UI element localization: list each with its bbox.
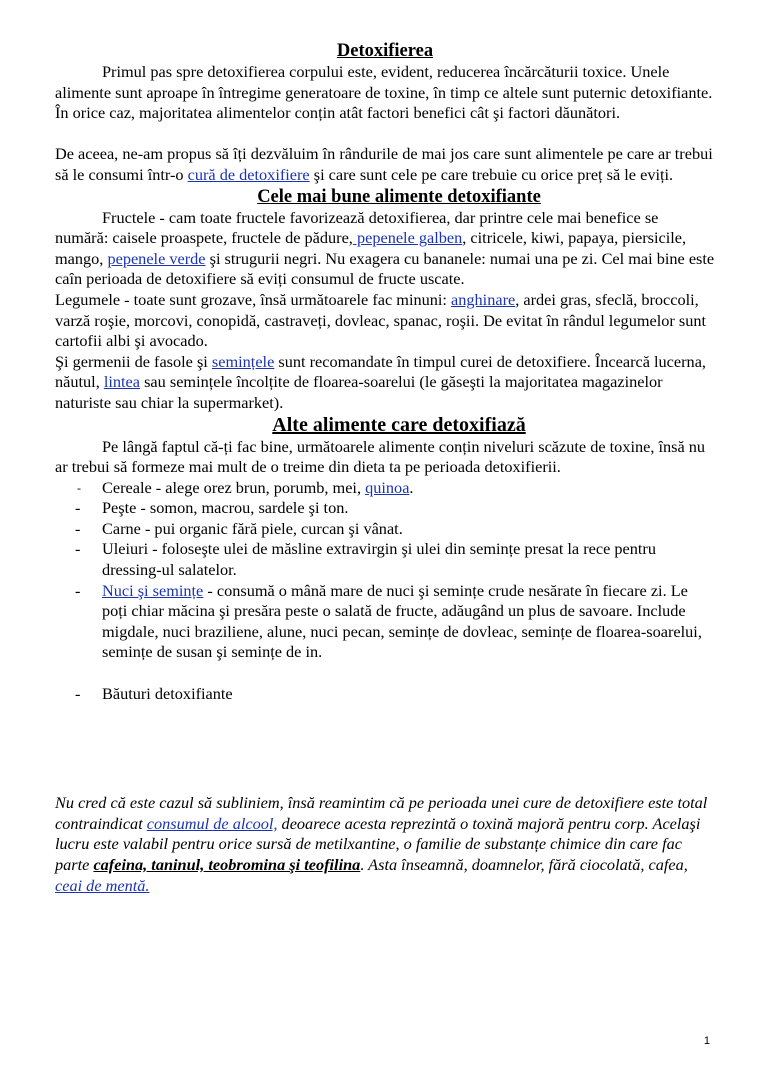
veg-text-a: Legumele - toate sunt grozave, însă următoarele fac minuni:	[55, 289, 452, 309]
other-foods-intro: Pe lângă faptul că-ți fac bine, următoarele alimente conțin niveluri scăzute de toxine, însă nu ar trebui să formeze mai mult de o treime din dieta ta pe perioada detoxifierii.	[55, 436, 706, 477]
carne-text: Carne - pui organic fără piele, curcan şi vânat.	[102, 518, 403, 538]
list-dash: -	[77, 480, 81, 495]
intro-paragraph-2	[55, 144, 715, 185]
link-pepenele-galben[interactable]: pepenele galben	[352, 228, 463, 248]
document-body	[55, 40, 715, 896]
intro-text-a: De aceea, ne-am propus să îți dezvăluim în rândurile de mai jos care sunt alimentele pe care ar trebui să le consumi într-o	[55, 144, 713, 184]
section-heading-other-foods: Alte alimente care detoxifiază	[272, 413, 526, 436]
list-item-nuci	[55, 581, 715, 663]
page-title: Detoxifierea	[336, 41, 434, 61]
link-cura-detoxifiere[interactable]: cură de detoxifiere	[187, 164, 310, 184]
list-dash: -	[75, 518, 81, 538]
fruits-paragraph	[55, 208, 715, 290]
list-dash: -	[75, 580, 81, 600]
intro-paragraph-1: Primul pas spre detoxifierea corpului este, evident, reducerea încărcăturii toxice. Unele alimente sunt aproape în întregime generatoare de toxine, în timp ce altele sunt puternic detoxifiante. În orice caz, majoritatea alimentelor conțin atât factori benefici cât şi factori dăunători.	[55, 62, 713, 123]
list-dash: -	[75, 498, 81, 518]
list-item-peste	[55, 498, 715, 519]
list-item-carne	[55, 519, 715, 540]
link-semintele[interactable]: semințele	[211, 351, 275, 371]
link-pepenele-verde[interactable]: pepenele verde	[107, 248, 206, 268]
vegetables-paragraph	[55, 290, 715, 352]
link-quinoa[interactable]: quinoa	[365, 477, 410, 497]
closing-text-c: . Asta înseamnă, doamnelor, fără ciocolată, cafea,	[360, 855, 688, 874]
spacer	[55, 704, 715, 793]
spacer	[55, 663, 715, 684]
list-item-uleiuri	[55, 539, 715, 580]
list-dash: -	[75, 683, 81, 703]
germ-text-b: sunt recomandate în timpul curei de detoxifiere. Încearcă lucerna, năutul,	[55, 351, 706, 392]
list-item-cereale	[55, 478, 715, 499]
fruits-text-a: Fructele - cam toate fructele favorizează detoxifierea, dar printre cele mai benefice se numără: caisele proaspete, fructele de pădure,	[55, 207, 659, 248]
bauturi-text: Băuturi detoxifiante	[102, 683, 233, 703]
closing-text-a: Nu cred că este cazul să subliniem, însă reamintim că pe perioada unei cure de detoxifiere este total contraindicat	[55, 793, 708, 833]
section-heading-best-foods: Cele mai bune alimente detoxifiante	[257, 186, 541, 207]
link-nuci-seminte[interactable]: Nuci şi semințe	[102, 580, 204, 600]
germs-paragraph	[55, 352, 715, 414]
fruits-text-c: şi strugurii negri. Nu exagera cu bananele: numai una pe zi. Cel mai bine este caîn perioada de detoxifiere să eviți consumul de fructe uscate.	[55, 248, 715, 289]
cereale-text-a: Cereale - alege orez brun, porumb, mei,	[102, 477, 366, 497]
closing-paragraph	[55, 793, 715, 896]
food-list	[55, 478, 715, 663]
intro-text-b: şi care sunt cele pe care trebuie cu orice preț să le eviți.	[309, 164, 674, 184]
link-consumul-de-alcool[interactable]: consumul de alcool,	[146, 813, 278, 833]
spacer	[55, 124, 715, 145]
link-ceai-de-menta[interactable]: ceai de mentă.	[55, 875, 150, 895]
list-item-bauturi	[55, 684, 715, 705]
veg-text-b: , ardei gras, sfeclă, broccoli, varză roşie, morcovi, conopidă, castraveți, dovleac, spanac, roşii. De evitat în rândul legumelor sunt cartofii albi şi avocado.	[55, 289, 707, 351]
closing-text-b: deoarece acesta reprezintă o toxină majoră pentru corp. Acelaşi lucru este valabil pentru orice sursă de metilxantine, o familie de substanțe chimice din care fac parte	[55, 813, 701, 874]
germ-text-a: Şi germenii de fasole şi	[55, 351, 212, 371]
nuci-text: - consumă o mână mare de nuci şi semințe crude nesărate în fiecare zi. Le poți chiar măcina şi presăra peste o salată de fructe, adăugând un plus de savoare. Include migdale, nuci braziliene, alune, nuci pecan, semințe de dovleac, semințe de floarea-soarelui, semințe de susan şi semințe de in.	[102, 580, 702, 662]
page-number: 1	[703, 1035, 710, 1047]
cereale-text-b: .	[409, 477, 414, 497]
link-anghinare[interactable]: anghinare	[451, 289, 516, 309]
list-dash: -	[75, 539, 81, 559]
link-lintea[interactable]: lintea	[103, 372, 141, 392]
uleiuri-text: Uleiuri - foloseşte ulei de măsline extravirgin şi ulei din semințe presat la rece pentru dressing-ul salatelor.	[102, 539, 656, 580]
germ-text-c: sau semințele încolțite de floarea-soarelui (le găseşti la majoritatea magazinelor naturiste sau chiar la supermarket).	[55, 372, 663, 412]
peste-text: Peşte - somon, macrou, sardele şi ton.	[102, 498, 349, 518]
fruits-text-b: , citricele, kiwi, papaya, piersicile, mango,	[55, 228, 687, 268]
drinks-list	[55, 684, 715, 705]
methylxanthines-list: cafeina, taninul, teobromina şi teofilina	[93, 855, 361, 874]
